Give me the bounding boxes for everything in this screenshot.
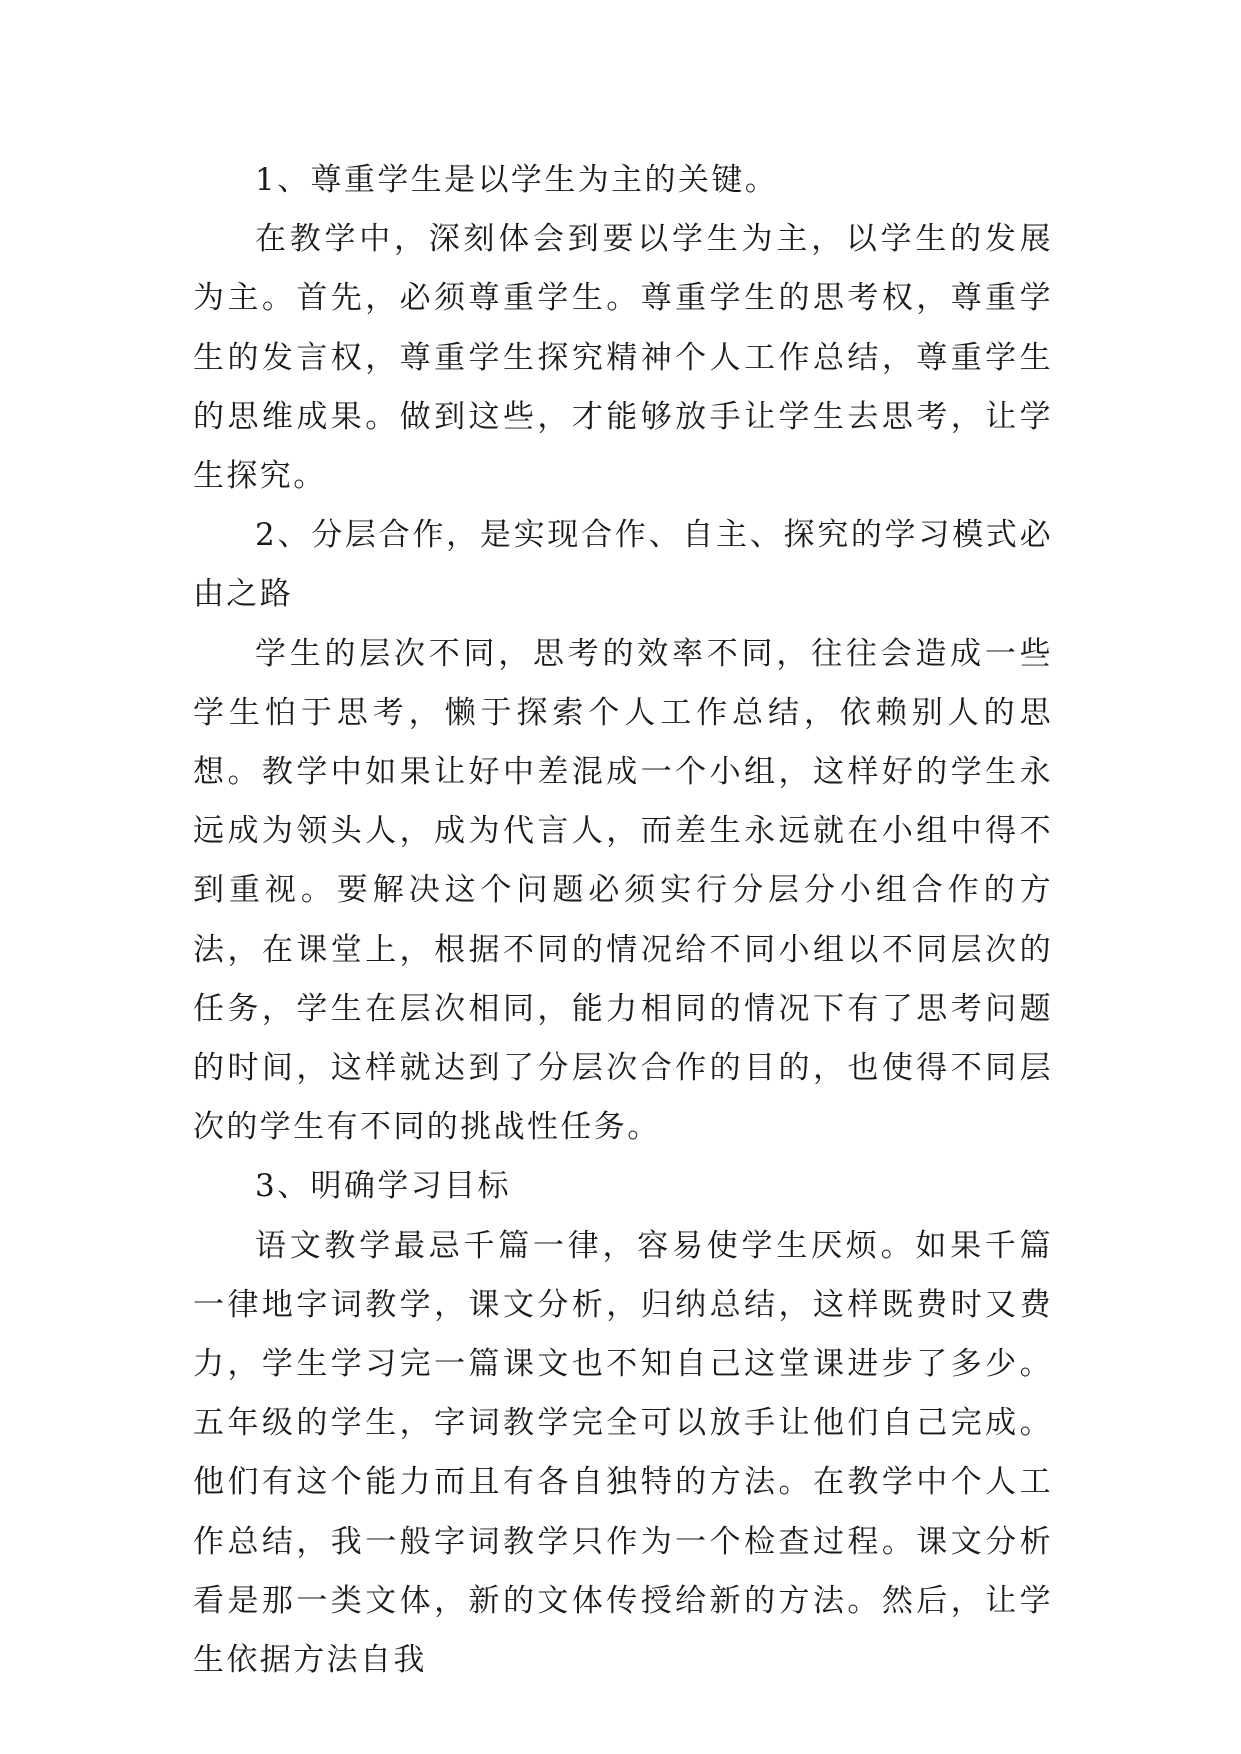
- paragraph-respect-students: 在教学中，深刻体会到要以学生为主，以学生的发展为主。首先，必须尊重学生。尊重学生的思考权，尊重学生的发言权，尊重学生探究精神个人工作总结，尊重学生的思维成果。做到这些，才能够放手让学生去思考，让学生探究。: [193, 221, 1053, 495]
- section-heading-3: 3、明确学习目标: [255, 1168, 511, 1205]
- paragraph-learning-goals: 语文教学最忌千篇一律，容易使学生厌烦。如果千篇一律地字词教学，课文分析，归纳总结，这样既费时又费力，学生学习完一篇课文也不知自己这堂课进步了多少。五年级的学生，字词教学完全可以放手让他们自己完成。他们有这个能力而且有各自独特的方法。在教学中个人工作总结，我一般字词教学只作为一个检查过程。课文分析看是那一类文体，新的文体传授给新的方法。然后，让学生依据方法自我: [193, 1227, 1053, 1679]
- section-heading-2: 2、分层合作，是实现合作、自主、探究的学习模式必由之路: [193, 517, 1053, 613]
- paragraph-layered-cooperation: 学生的层次不同，思考的效率不同，往往会造成一些学生怕于思考，懒于探索个人工作总结，依赖别人的思想。教学中如果让好中差混成一个小组，这样好的学生永远成为领头人，成为代言人，而差生永远就在小组中得不到重视。要解决这个问题必须实行分层分小组合作的方法，在课堂上，根据不同的情况给不同小组以不同层次的任务，学生在层次相同，能力相同的情况下有了思考问题的时间，这样就达到了分层次合作的目的，也使得不同层次的学生有不同的挑战性任务。: [193, 635, 1053, 1146]
- document-body: [193, 151, 1053, 1690]
- section-heading-1: 1、尊重学生是以学生为主的关键。: [255, 162, 779, 198]
